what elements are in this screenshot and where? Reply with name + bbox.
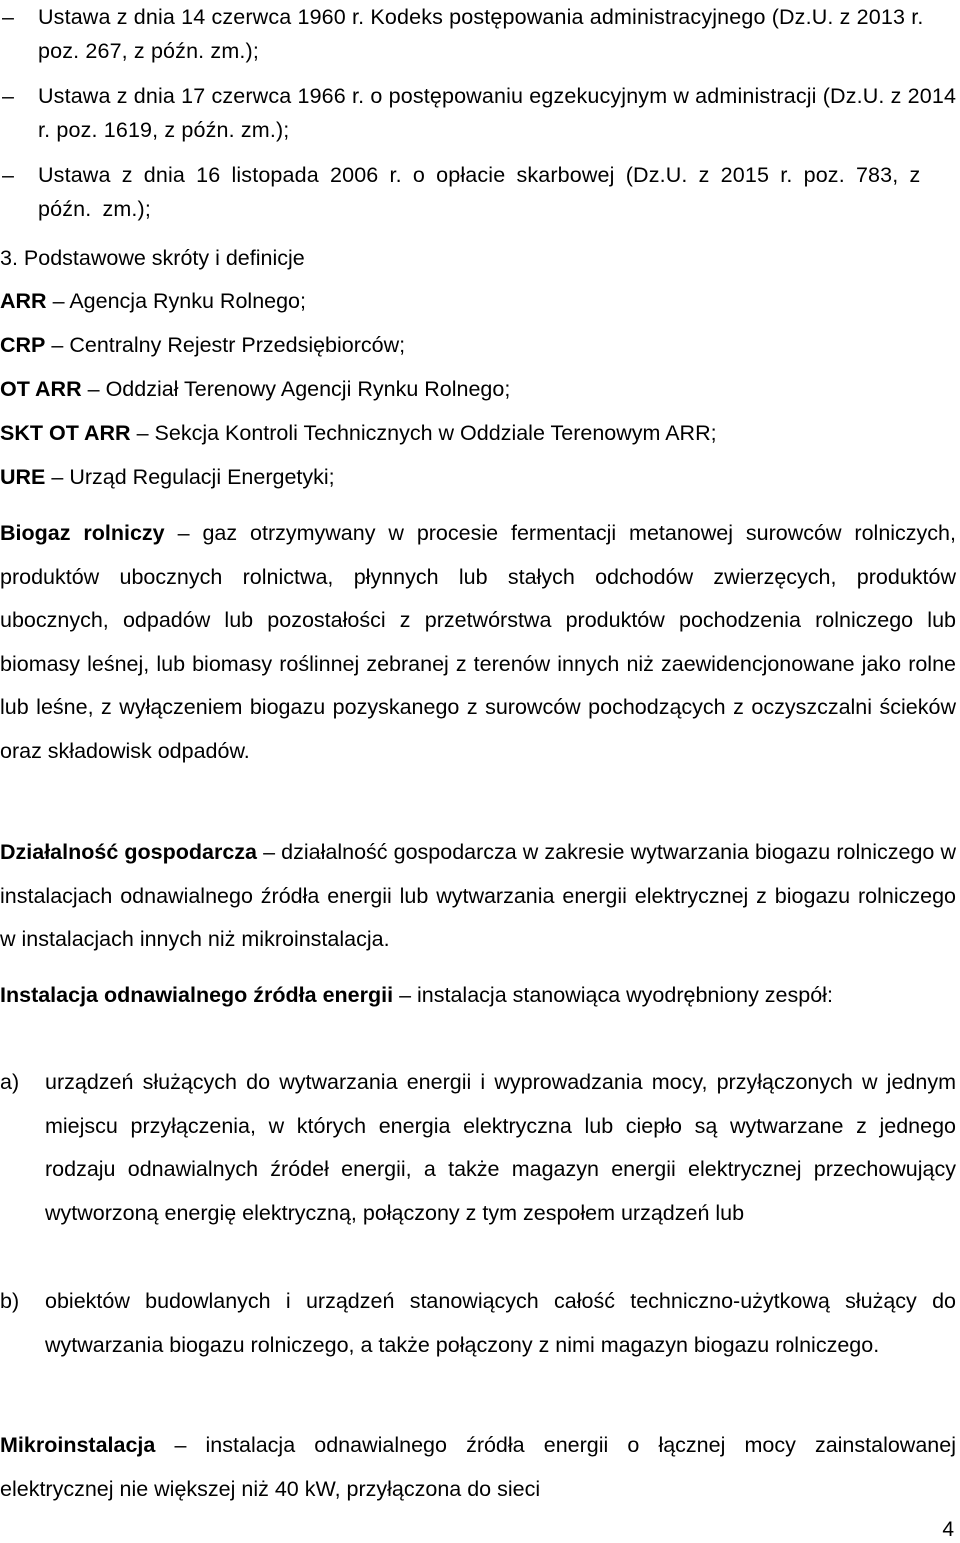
legal-acts-list: [0, 0, 960, 237]
abbreviation-row: [0, 457, 335, 497]
abbreviation-row: [0, 369, 510, 409]
definition-list-item: [0, 1280, 956, 1367]
abbreviation-term: URE: [0, 465, 46, 489]
definition-text: gaz otrzymywany w procesie fermentacji metanowej surowców rolniczych, produktów ubocznych rolnictwa, płynnych lub stałych odchodów zwierzęcych, produktów ubocznych, odpadów lub pozostałości z przetwórstwa produktów pochodzenia rolniczego lub biomasy leśnej, lub biomasy roślinnej zebranej z terenów innych niż zaewidencjonowane jako rolne lub leśne, z wyłączeniem biogazu pozyskanego z surowców pochodzących z oczyszczalni ścieków oraz składowisk odpadów.: [0, 521, 956, 763]
abbreviation-term: ARR: [0, 289, 47, 313]
list-dash: –: [2, 84, 15, 108]
abbreviation-dash: –: [136, 421, 149, 445]
definition-dash: –: [177, 521, 190, 545]
legal-act-text: Ustawa z dnia 17 czerwca 1966 r. o postępowaniu egzekucyjnym w administracji (Dz.U. z 2014 r. poz. 1619, z późn. zm.);: [38, 84, 957, 142]
definition-mikroinstalacja: [0, 1424, 956, 1511]
definition-text: instalacja odnawialnego źródła energii o łącznej mocy zainstalowanej elektrycznej nie większej niż 40 kW, przyłączona do sieci: [0, 1433, 956, 1501]
abbreviation-row: [0, 325, 405, 365]
definition-dash: –: [399, 983, 412, 1007]
legal-act-item: [0, 158, 960, 226]
abbreviation-meaning: Oddział Terenowy Agencji Rynku Rolnego;: [105, 377, 511, 401]
definition-term: Instalacja odnawialnego źródła energii: [0, 983, 394, 1007]
definition-term: Działalność gospodarcza: [0, 840, 257, 864]
page-number: 4: [942, 1518, 954, 1541]
list-item-text: urządzeń służących do wytwarzania energii i wyprowadzania mocy, przyłączonych w jednym miejscu przyłączenia, w których energia elektryczna lub ciepło są wytwarzane z jednego rodzaju odnawialnych źródeł energii, a także magazyn energii elektrycznej przechowujący wytworzoną energię elektryczną, połączony z tym zespołem urządzeń lub: [45, 1070, 956, 1225]
list-marker: a): [0, 1070, 20, 1094]
abbreviation-term: SKT OT ARR: [0, 421, 131, 445]
legal-act-item: [0, 79, 960, 147]
abbreviation-meaning: Agencja Rynku Rolnego;: [69, 289, 306, 313]
abbreviation-row: [0, 281, 306, 321]
definition-instalacja: [0, 974, 956, 1018]
legal-act-item: [0, 0, 960, 68]
list-dash: –: [2, 163, 15, 187]
definition-term: Mikroinstalacja: [0, 1433, 156, 1457]
definition-text: instalacja stanowiąca wyodrębniony zespół:: [417, 983, 833, 1007]
definition-biogaz: [0, 512, 956, 774]
definition-dzialalnosc: [0, 831, 956, 962]
abbreviation-meaning: Centralny Rejestr Przedsiębiorców;: [69, 333, 406, 357]
list-marker: b): [0, 1289, 20, 1313]
abbreviation-meaning: Urząd Regulacji Energetyki;: [69, 465, 335, 489]
abbreviation-term: CRP: [0, 333, 46, 357]
abbreviation-row: [0, 413, 717, 453]
definition-dash: –: [263, 840, 276, 864]
list-item-text: obiektów budowlanych i urządzeń stanowiących całość techniczno-użytkową służący do wytwarzania biogazu rolniczego, a także połączony z nimi magazyn biogazu rolniczego.: [45, 1289, 956, 1357]
definition-dash: –: [174, 1433, 187, 1457]
definition-list-item: [0, 1061, 956, 1235]
abbreviation-dash: –: [87, 377, 100, 401]
abbreviation-meaning: Sekcja Kontroli Technicznych w Oddziale Terenowym ARR;: [154, 421, 717, 445]
list-dash: –: [2, 5, 15, 29]
section-heading: 3. Podstawowe skróty i definicje: [0, 246, 305, 270]
abbreviation-dash: –: [51, 465, 64, 489]
legal-act-text: Ustawa z dnia 16 listopada 2006 r. o opłacie skarbowej (Dz.U. z 2015 r. poz. 783, z późn. zm.);: [38, 163, 921, 221]
abbreviation-dash: –: [51, 333, 64, 357]
definition-text: działalność gospodarcza w zakresie wytwarzania biogazu rolniczego w instalacjach odnawialnego źródła energii lub wytwarzania energii elektrycznej z biogazu rolniczego w instalacjach innych niż mikroinstalacja.: [0, 840, 956, 952]
legal-act-text: Ustawa z dnia 14 czerwca 1960 r. Kodeks postępowania administracyjnego (Dz.U. z 2013 r. poz. 267, z późn. zm.);: [38, 5, 924, 63]
abbreviation-dash: –: [52, 289, 65, 313]
definition-term: Biogaz rolniczy: [0, 521, 165, 545]
abbreviation-term: OT ARR: [0, 377, 82, 401]
